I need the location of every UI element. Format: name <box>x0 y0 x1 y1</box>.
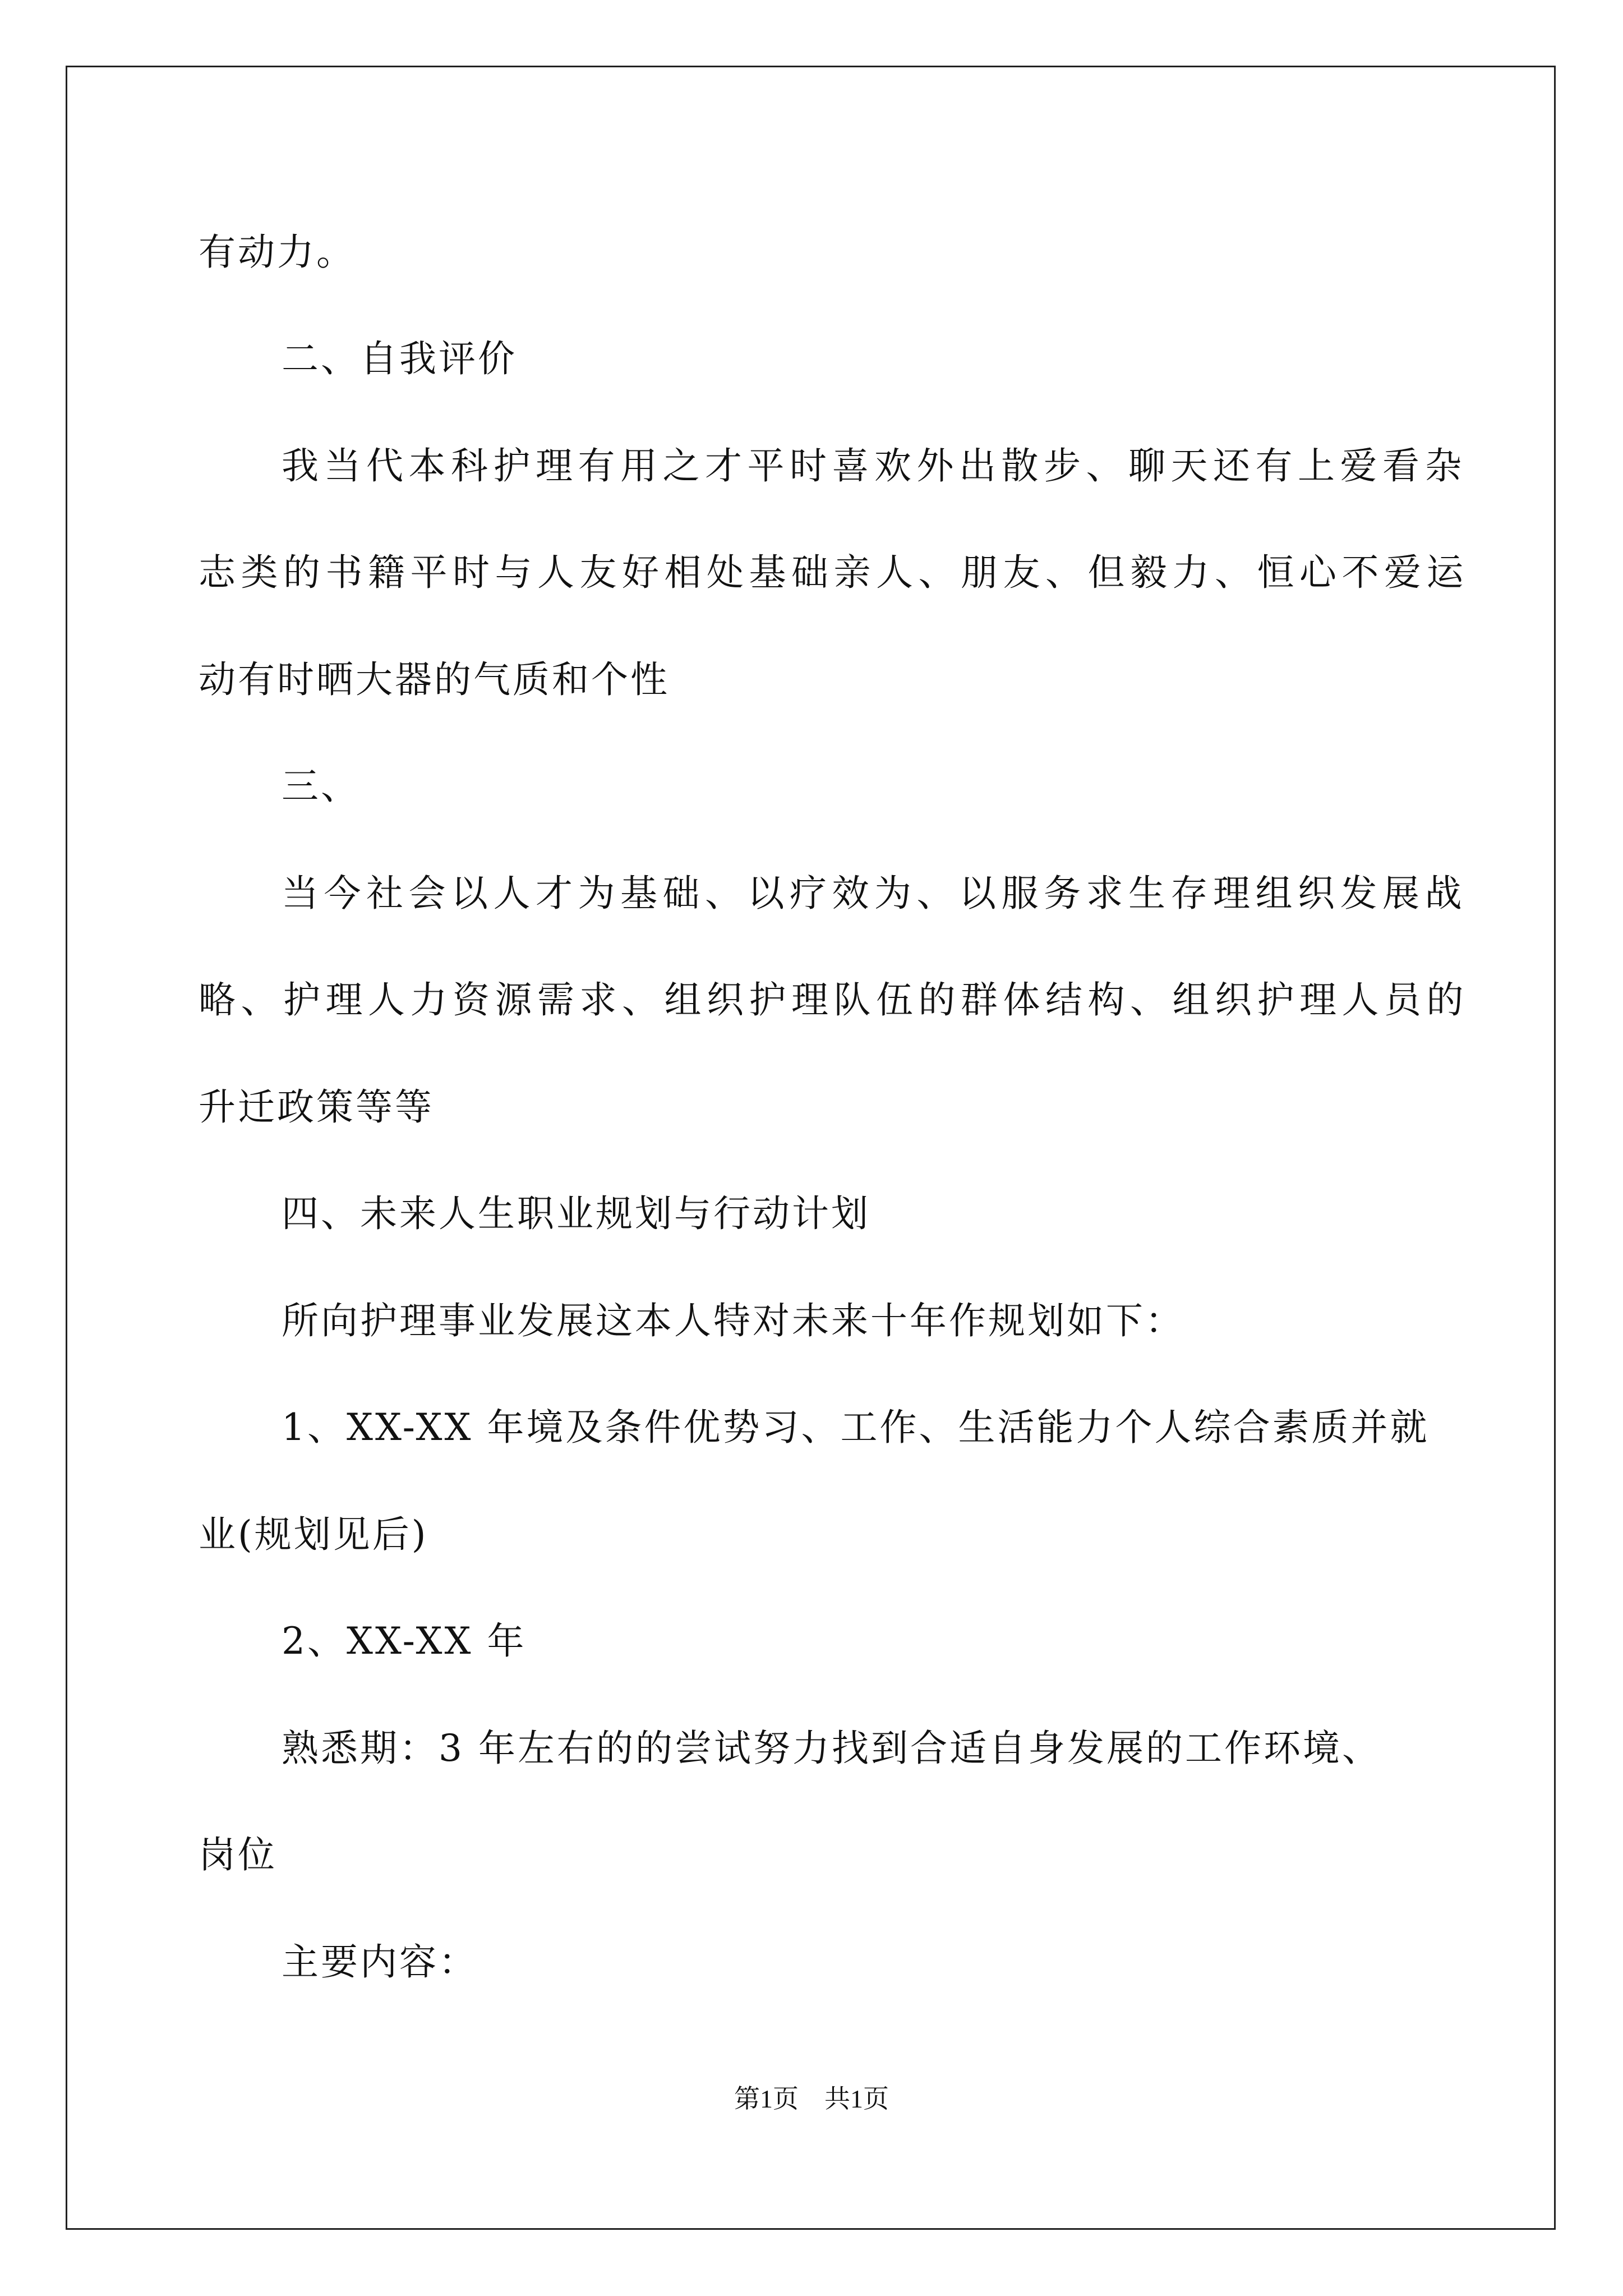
text-line: 略、护理人力资源需求、组织护理队伍的群体结构、组织护理人员的 <box>199 978 1469 1022</box>
section-heading: 四、未来人生职业规划与行动计划 <box>282 1192 870 1235</box>
text-line: 志类的书籍平时与人友好相处基础亲人、朋友、但毅力、恒心不爱运 <box>199 551 1469 594</box>
text-line: 主要内容： <box>282 1940 478 1984</box>
text-line: 2、XX-XX 年 <box>282 1619 527 1663</box>
text-line: 熟悉期：3 年左右的的尝试努力找到合适自身发展的工作环境、 <box>282 1727 1381 1770</box>
text-line: 有动力。 <box>199 231 356 274</box>
page-number-footer: 第1页 共1页 <box>734 2085 889 2113</box>
text-line: 升迁政策等等 <box>199 1085 434 1129</box>
text-line: 1、XX-XX 年境及条件优势习、工作、生活能力个人综合素质并就 <box>282 1406 1430 1449</box>
text-line: 动有时晒大器的气质和个性 <box>199 658 670 701</box>
text-line: 业(规划见后) <box>199 1513 428 1556</box>
text-line: 岗位 <box>199 1833 277 1876</box>
text-line: 所向护理事业发展这本人特对未来十年作规划如下： <box>282 1299 1184 1342</box>
text-line: 当今社会以人才为基础、以疗效为、以服务求生存理组织发展战 <box>282 872 1467 915</box>
page-border <box>66 66 1556 2230</box>
section-heading: 三、 <box>282 765 360 808</box>
text-line: 我当代本科护理有用之才平时喜欢外出散步、聊天还有上爱看杂 <box>282 444 1467 487</box>
section-heading: 二、自我评价 <box>282 337 517 380</box>
